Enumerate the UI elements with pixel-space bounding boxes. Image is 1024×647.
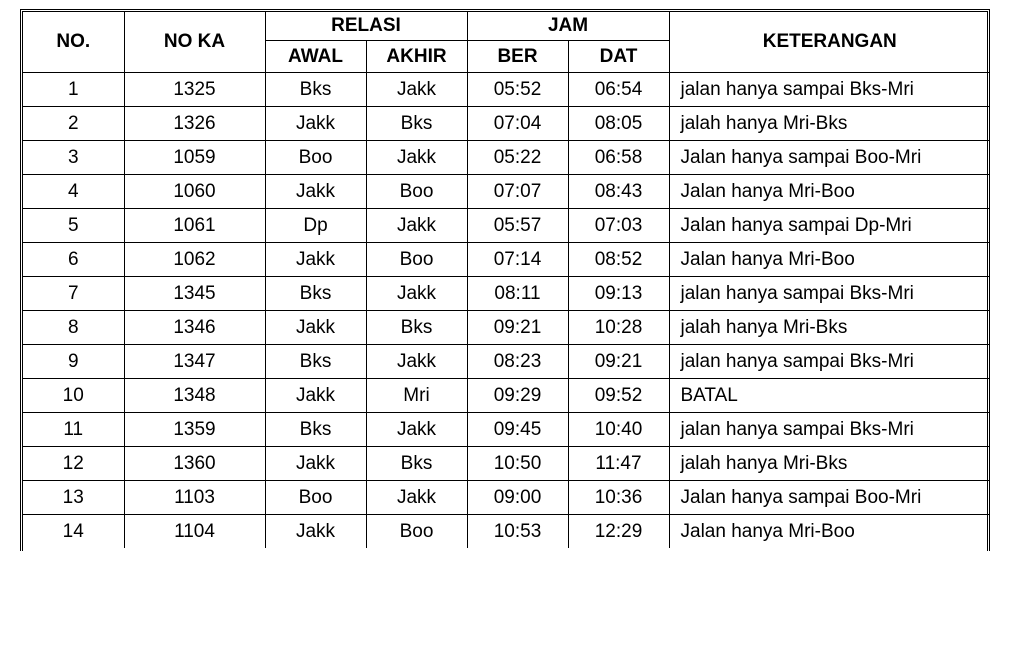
schedule-table-container — [20, 9, 990, 551]
cell-no-ka: 1062 — [124, 243, 265, 277]
cell-akhir: Jakk — [366, 277, 467, 311]
cell-akhir: Jakk — [366, 413, 467, 447]
cell-keterangan: jalan hanya sampai Bks-Mri — [669, 73, 990, 107]
cell-no-ka: 1326 — [124, 107, 265, 141]
cell-dat: 11:47 — [568, 447, 669, 481]
table-row — [23, 345, 990, 379]
cell-awal: Jakk — [265, 379, 366, 413]
cell-akhir: Bks — [366, 447, 467, 481]
cell-no: 13 — [23, 481, 124, 515]
cell-keterangan: Jalan hanya Mri-Boo — [669, 243, 990, 277]
cell-awal: Bks — [265, 277, 366, 311]
cell-ber: 09:00 — [467, 481, 568, 515]
cell-ber: 05:52 — [467, 73, 568, 107]
cell-no: 11 — [23, 413, 124, 447]
cell-dat: 09:21 — [568, 345, 669, 379]
cell-dat: 08:05 — [568, 107, 669, 141]
cell-no: 3 — [23, 141, 124, 175]
cell-ber: 05:57 — [467, 209, 568, 243]
cell-awal: Bks — [265, 73, 366, 107]
cell-no-ka: 1059 — [124, 141, 265, 175]
header-relasi: RELASI — [265, 12, 467, 41]
cell-no: 5 — [23, 209, 124, 243]
table-row — [23, 209, 990, 243]
cell-keterangan: Jalan hanya Mri-Boo — [669, 175, 990, 209]
cell-akhir: Jakk — [366, 481, 467, 515]
cell-keterangan: jalah hanya Mri-Bks — [669, 311, 990, 345]
cell-dat: 10:36 — [568, 481, 669, 515]
cell-ber: 10:50 — [467, 447, 568, 481]
cell-keterangan: Jalan hanya Mri-Boo — [669, 515, 990, 549]
header-no: NO. — [23, 12, 124, 73]
cell-awal: Boo — [265, 141, 366, 175]
cell-ber: 09:45 — [467, 413, 568, 447]
table-row — [23, 311, 990, 345]
cell-no: 6 — [23, 243, 124, 277]
cell-no-ka: 1348 — [124, 379, 265, 413]
table-row — [23, 447, 990, 481]
cell-ber: 09:29 — [467, 379, 568, 413]
cell-no-ka: 1347 — [124, 345, 265, 379]
table-row — [23, 107, 990, 141]
cell-awal: Jakk — [265, 311, 366, 345]
cell-no-ka: 1061 — [124, 209, 265, 243]
cell-no: 14 — [23, 515, 124, 549]
cell-no: 8 — [23, 311, 124, 345]
header-dat: DAT — [568, 41, 669, 73]
cell-keterangan: Jalan hanya sampai Dp-Mri — [669, 209, 990, 243]
table-row — [23, 175, 990, 209]
table-row — [23, 379, 990, 413]
cell-akhir: Jakk — [366, 345, 467, 379]
header-jam: JAM — [467, 12, 669, 41]
cell-awal: Jakk — [265, 515, 366, 549]
cell-akhir: Mri — [366, 379, 467, 413]
cell-dat: 12:29 — [568, 515, 669, 549]
cell-dat: 09:52 — [568, 379, 669, 413]
cell-no: 2 — [23, 107, 124, 141]
cell-awal: Boo — [265, 481, 366, 515]
cell-no-ka: 1360 — [124, 447, 265, 481]
cell-akhir: Bks — [366, 311, 467, 345]
cell-keterangan: jalan hanya sampai Bks-Mri — [669, 345, 990, 379]
cell-akhir: Boo — [366, 243, 467, 277]
cell-akhir: Boo — [366, 175, 467, 209]
cell-awal: Bks — [265, 345, 366, 379]
cell-dat: 08:43 — [568, 175, 669, 209]
cell-awal: Jakk — [265, 107, 366, 141]
cell-no-ka: 1345 — [124, 277, 265, 311]
cell-keterangan: BATAL — [669, 379, 990, 413]
train-schedule-table — [23, 12, 990, 548]
cell-keterangan: Jalan hanya sampai Boo-Mri — [669, 481, 990, 515]
cell-ber: 10:53 — [467, 515, 568, 549]
cell-akhir: Bks — [366, 107, 467, 141]
cell-keterangan: jalah hanya Mri-Bks — [669, 447, 990, 481]
cell-awal: Jakk — [265, 175, 366, 209]
cell-ber: 07:14 — [467, 243, 568, 277]
table-row — [23, 243, 990, 277]
cell-keterangan: jalah hanya Mri-Bks — [669, 107, 990, 141]
cell-awal: Jakk — [265, 243, 366, 277]
cell-ber: 07:07 — [467, 175, 568, 209]
cell-keterangan: jalan hanya sampai Bks-Mri — [669, 413, 990, 447]
cell-no-ka: 1104 — [124, 515, 265, 549]
table-row — [23, 515, 990, 549]
header-awal: AWAL — [265, 41, 366, 73]
cell-dat: 08:52 — [568, 243, 669, 277]
cell-no: 4 — [23, 175, 124, 209]
cell-awal: Dp — [265, 209, 366, 243]
cell-no: 1 — [23, 73, 124, 107]
cell-awal: Bks — [265, 413, 366, 447]
header-akhir: AKHIR — [366, 41, 467, 73]
table-row — [23, 277, 990, 311]
cell-no-ka: 1325 — [124, 73, 265, 107]
cell-awal: Jakk — [265, 447, 366, 481]
cell-dat: 10:28 — [568, 311, 669, 345]
cell-ber: 08:23 — [467, 345, 568, 379]
cell-keterangan: Jalan hanya sampai Boo-Mri — [669, 141, 990, 175]
cell-ber: 05:22 — [467, 141, 568, 175]
table-row — [23, 413, 990, 447]
cell-akhir: Jakk — [366, 209, 467, 243]
cell-no: 7 — [23, 277, 124, 311]
cell-no-ka: 1103 — [124, 481, 265, 515]
cell-dat: 10:40 — [568, 413, 669, 447]
cell-no: 10 — [23, 379, 124, 413]
table-row — [23, 481, 990, 515]
cell-akhir: Jakk — [366, 141, 467, 175]
cell-ber: 08:11 — [467, 277, 568, 311]
cell-keterangan: jalan hanya sampai Bks-Mri — [669, 277, 990, 311]
table-row — [23, 73, 990, 107]
cell-ber: 09:21 — [467, 311, 568, 345]
cell-no-ka: 1346 — [124, 311, 265, 345]
cell-akhir: Boo — [366, 515, 467, 549]
cell-dat: 06:58 — [568, 141, 669, 175]
cell-no-ka: 1060 — [124, 175, 265, 209]
table-row — [23, 141, 990, 175]
header-no-ka: NO KA — [124, 12, 265, 73]
table-body — [23, 73, 990, 549]
header-keterangan: KETERANGAN — [669, 12, 990, 73]
cell-ber: 07:04 — [467, 107, 568, 141]
cell-no: 9 — [23, 345, 124, 379]
cell-no-ka: 1359 — [124, 413, 265, 447]
header-ber: BER — [467, 41, 568, 73]
cell-akhir: Jakk — [366, 73, 467, 107]
cell-no: 12 — [23, 447, 124, 481]
cell-dat: 07:03 — [568, 209, 669, 243]
cell-dat: 09:13 — [568, 277, 669, 311]
cell-dat: 06:54 — [568, 73, 669, 107]
